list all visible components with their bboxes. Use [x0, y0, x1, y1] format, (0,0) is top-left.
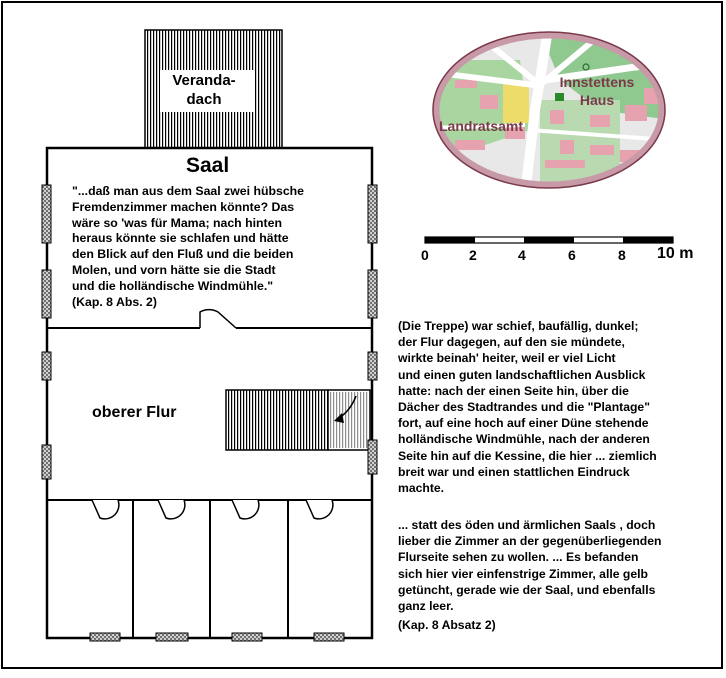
- saal-quote-line: und die holländische Windmühle.": [72, 278, 274, 293]
- map-label-landratsamt: Landratsamt: [439, 118, 524, 134]
- saal-door: [200, 310, 236, 328]
- flur-quote-line: machte.: [398, 481, 445, 496]
- flur-quote-line: und einen guten landschaftlichen Ausblick: [398, 367, 646, 382]
- rooms-quote-line: ganz leer.: [398, 599, 454, 614]
- window-left-1: [42, 185, 51, 243]
- veranda-label-line2: dach: [186, 91, 222, 108]
- saal-quote-line: heraus könnte sie schlafen und hätte: [72, 231, 289, 246]
- flur-quote-line: Seite hin auf die Kessine, die hier ... ziemlich: [398, 448, 657, 463]
- scale-tick-label: 2: [469, 247, 477, 263]
- rooms-quote-line: sich hier vier einfenstrige Zimmer, alle gelb: [398, 566, 648, 581]
- flur-quote-line: breit war und einen stattlichen Eindruck: [398, 464, 630, 479]
- map-label-innstettens-line1: Innstettens: [559, 74, 635, 90]
- flur-quote-line: fort, auf eine hoch auf einer Düne stehende: [398, 416, 649, 431]
- window-right-4: [368, 440, 377, 474]
- veranda-roof-label: [160, 71, 248, 109]
- flur-quote-line: (Die Treppe) war schief, baufällig, dunkel;: [398, 319, 639, 333]
- saal-citation: (Kap. 8 Abs. 2): [72, 295, 157, 309]
- saal-quote-line: wäre so 'was für Mama; nach hinten: [72, 215, 282, 230]
- flur-quote-line: wirkte beinah' heiter, weil er viel Licht: [398, 351, 616, 366]
- window-left-2: [42, 270, 51, 318]
- window-left-4: [42, 445, 51, 479]
- room-door-2: [158, 500, 185, 519]
- window-bottom-2: [156, 633, 188, 641]
- saal-quote-line: "...daß man aus dem Saal zwei hübsche: [72, 184, 305, 198]
- saal-quote-line: den Blick auf den Fluß und die beiden: [72, 247, 294, 262]
- saal-quote-line: Molen, und vorn hätte sie die Stadt: [72, 262, 276, 277]
- window-bottom-1: [90, 633, 120, 641]
- window-right-1: [368, 185, 377, 243]
- flur-quote-line: der Flur dagegen, auf den sie mündete,: [398, 335, 625, 350]
- scale-tick-label: 8: [618, 247, 626, 263]
- flur-quote: [398, 318, 657, 496]
- flur-quote-line: hatte: nach der einen Seite hin, über die: [398, 383, 629, 398]
- rooms-quote-line: lieber die Zimmer an der gegenüberliegenden: [398, 534, 662, 549]
- scale-bar: [425, 237, 673, 243]
- window-right-2: [368, 270, 377, 318]
- map-label-innstettens-line2: Haus: [579, 92, 615, 108]
- rooms-quote-line: ... statt des öden und ärmlichen Saals , doch: [398, 518, 656, 532]
- saal-quote: [72, 184, 304, 295]
- room-door-1: [92, 500, 119, 519]
- window-right-3: [368, 352, 377, 380]
- window-bottom-3: [232, 633, 262, 641]
- rooms-citation: (Kap. 8 Absatz 2): [398, 618, 496, 632]
- scale-tick-label: 6: [568, 247, 576, 263]
- staircase: [226, 390, 328, 450]
- rooms-quote-line: getüncht, gerade wie der Saal, und ebenfalls: [398, 582, 656, 597]
- veranda-label-line1: Veranda-: [172, 72, 236, 89]
- room-door-3: [232, 500, 259, 519]
- scale-tick-label: 0: [421, 247, 429, 263]
- rooms-quote-line: Flurseite sehen zu wollen. ... Es befanden: [398, 550, 639, 565]
- rooms-quote: [398, 517, 661, 614]
- saal-quote-line: Fremdenzimmer machen könnte? Das: [72, 199, 295, 214]
- room-door-4: [306, 500, 333, 519]
- window-left-3: [42, 352, 51, 380]
- map-label-innstettens-haus: [552, 73, 642, 109]
- oberer-flur-label: oberer Flur: [92, 404, 177, 421]
- scale-tick-label: 4: [518, 247, 526, 263]
- scale-tick-label: 10 m: [657, 245, 694, 262]
- flur-quote-line: holländische Windmühle, nach der anderen: [398, 432, 650, 447]
- flur-quote-line: Dächer des Stadtrandes und die "Plantage": [398, 400, 650, 415]
- window-bottom-4: [314, 633, 344, 641]
- saal-title: Saal: [186, 154, 230, 177]
